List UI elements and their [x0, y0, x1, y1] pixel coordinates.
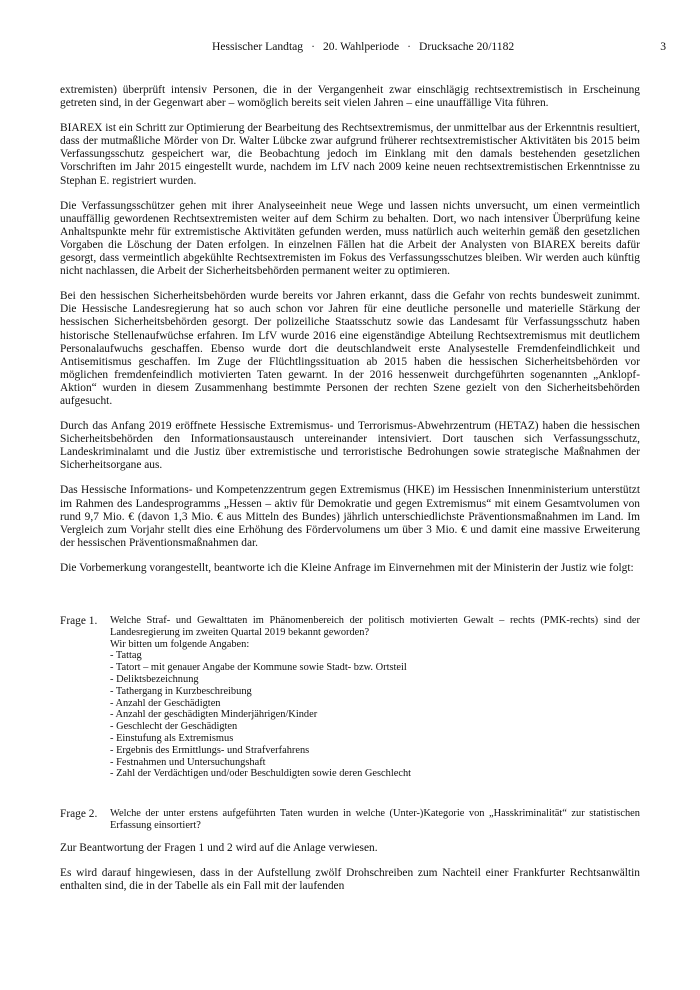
parliament-name: Hessischer Landtag	[212, 40, 304, 53]
paragraph: Das Hessische Informations- und Kompetenzzentrum gegen Extremismus (HKE) im Hessischen Innenministerium unterstützt im Rahmen des Landesprogramms „Hessen – aktiv für Demokratie und gegen Extremismus“ mit einem Gesamtvolumen von rund 9,7 Mio. € (davon 1,3 Mio. € aus Mitteln des Bundes) jährlich unterschiedlichste Präventionsmaßnahmen im Land. Im Vergleich zum Vorjahr stellt dies eine Erhöhung des Fördervolumens um über 3 Mio. € und damit eine massive Erweiterung der hessischen Präventionsmaßnahmen dar.	[60, 484, 640, 549]
list-item: - Zahl der Verdächtigen und/oder Beschuldigten sowie deren Geschlecht	[110, 768, 640, 780]
list-item: - Anzahl der geschädigten Minderjährigen/Kinder	[110, 709, 640, 721]
answer-paragraph: Zur Beantwortung der Fragen 1 und 2 wird auf die Anlage verwiesen.	[60, 841, 378, 854]
question-intro: Wir bitten um folgende Angaben:	[110, 638, 250, 650]
question-text-block	[110, 615, 640, 780]
list-item: - Tattag	[110, 650, 640, 662]
paragraph: Durch das Anfang 2019 eröffnete Hessische Extremismus- und Terrorismus-Abwehrzentrum (HETAZ) haben die hessischen Sicherheitsbehörden den Informationsaustausch untereinander intensiviert. Dort tauschen sich Verfassungsschutz, Landeskriminalamt und die Justiz über extremistische und terroristische Bedrohungen sowie strategische Maßnahmen der Sicherheitsorgane aus.	[60, 420, 640, 472]
list-item: - Festnahmen und Untersuchungshaft	[110, 757, 640, 769]
list-item: - Ergebnis des Ermittlungs- und Strafverfahrens	[110, 745, 640, 757]
closing-paragraph: Es wird darauf hingewiesen, dass in der Aufstellung zwölf Drohschreiben zum Nachteil einer Frankfurter Rechtsanwältin enthalten sind, die in der Tabelle als ein Fall mit der laufenden	[60, 866, 640, 892]
question-text: Welche der unter erstens aufgeführten Taten wurden in welche (Unter-)Kategorie von „Hasskriminalität“ zur statistischen Erfassung einsortiert?	[110, 808, 640, 831]
question-text: Welche Straf- und Gewalttaten im Phänomenbereich der politisch motivierten Gewalt – rechts (PMK-rechts) sind der Landesregierung im zweiten Quartal 2019 bekannt geworden?	[110, 615, 640, 638]
question-2	[60, 808, 640, 832]
paragraph: BIAREX ist ein Schritt zur Optimierung der Bearbeitung des Rechtsextremismus, der unmittelbar aus der Erkenntnis resultiert, dass der mutmaßliche Mörder von Dr. Walter Lübcke zwar aufgrund früherer rechtsextremistischer Aktivitäten bis 2015 beim Verfassungsschutz gespeichert war, die Beobachtung jedoch im Einklang mit den damals bestehenden gesetzlichen Vorschriften im Jahr 2015 eingestellt wurde, nachdem im LfV nach 2009 keine neuen rechtsextremistischen Erkenntnisse zu Stephan E. registriert wurden.	[60, 122, 640, 187]
paragraph: extremisten) überprüft intensiv Personen, die in der Vergangenheit zwar einschlägig rechtsextremistisch in Erscheinung getreten sind, in der Gegenwart aber – womöglich bereits seit vielen Jahren – eine unauffällige Vita führen.	[60, 84, 640, 110]
list-item: - Anzahl der Geschädigten	[110, 698, 640, 710]
list-item: - Geschlecht der Geschädigten	[110, 721, 640, 733]
list-item: - Tathergang in Kurzbeschreibung	[110, 686, 640, 698]
running-header	[60, 40, 666, 56]
legislative-period: 20. Wahlperiode	[322, 40, 400, 53]
document-number: Drucksache 20/1182	[418, 40, 515, 53]
paragraph: Die Vorbemerkung vorangestellt, beantworte ich die Kleine Anfrage im Einvernehmen mit der Ministerin der Justiz wie folgt:	[60, 561, 634, 574]
list-item: - Einstufung als Extremismus	[110, 733, 640, 745]
paragraph: Bei den hessischen Sicherheitsbehörden wurde bereits vor Jahren erkannt, dass die Gefahr von rechts bundesweit zunimmt. Die Hessische Landesregierung hat so auch schon vor Jahren für eine deutliche personelle und materielle Stärkung der hessischen Sicherheitsbehörden gesorgt. Der polizeiliche Staatsschutz sowie das Landesamt für Verfassungsschutz haben historische Stellenaufwüchse erfahren. Im LfV wurde 2016 eine eigenständige Abteilung Rechtsextremismus mit deutlichem Personalaufwuchs geschaffen. Ebenso wurde dort die deutschlandweit erste Analysestelle Fremdenfeindlichkeit und Antisemitismus geschaffen. Im Zuge der Flüchtlingssituation ab 2015 haben die hessischen Sicherheitsbehörden vor möglichen fremdenfeindlich motivierten Taten gewarnt. In der 2016 hessenweit durchgeführten sogenannten „Anklopf-Aktion“ wurden in diesem Zusammenhang bestimmte Personen der rechten Szene gezielt von den Sicherheitsbehörden aufgesucht.	[60, 290, 640, 407]
page-number: 3	[660, 40, 666, 53]
header-text: Hessischer Landtag · 20. Wahlperiode · Drucksache 20/1182	[212, 40, 515, 53]
question-1	[60, 615, 640, 780]
list-item: - Tatort – mit genauer Angabe der Kommune sowie Stadt- bzw. Ortsteil	[110, 662, 640, 674]
list-item: - Deliktsbezeichnung	[110, 674, 640, 686]
question-label: Frage 1.	[60, 615, 98, 627]
question-label: Frage 2.	[60, 808, 98, 821]
paragraph: Die Verfassungsschützer gehen mit ihrer Analyseeinheit neue Wege und lassen nichts unversucht, um einen vermeintlich unauffällig gewordenen Rechtsextremisten weiter auf dem Schirm zu behalten. Dort, wo nach intensiver Überprüfung keine Anhaltspunkte mehr für extremistische Aktivitäten gefunden werden, muss natürlich auch weiterhin gemäß den gesetzlichen Vorgaben die Löschung der Daten erfolgen. In einzelnen Fällen hat die Arbeit der Analysten von BIAREX bereits dafür gesorgt, dass vermeintlich abgekühlte Rechtsextremisten im Fokus des Verfassungsschutzes bleiben. Wir werden auch künftig nicht nachlassen, die Arbeit der Sicherheitsbehörden permanent weiter zu optimieren.	[60, 199, 640, 278]
document-body	[60, 84, 640, 905]
requested-details-list	[110, 650, 640, 780]
